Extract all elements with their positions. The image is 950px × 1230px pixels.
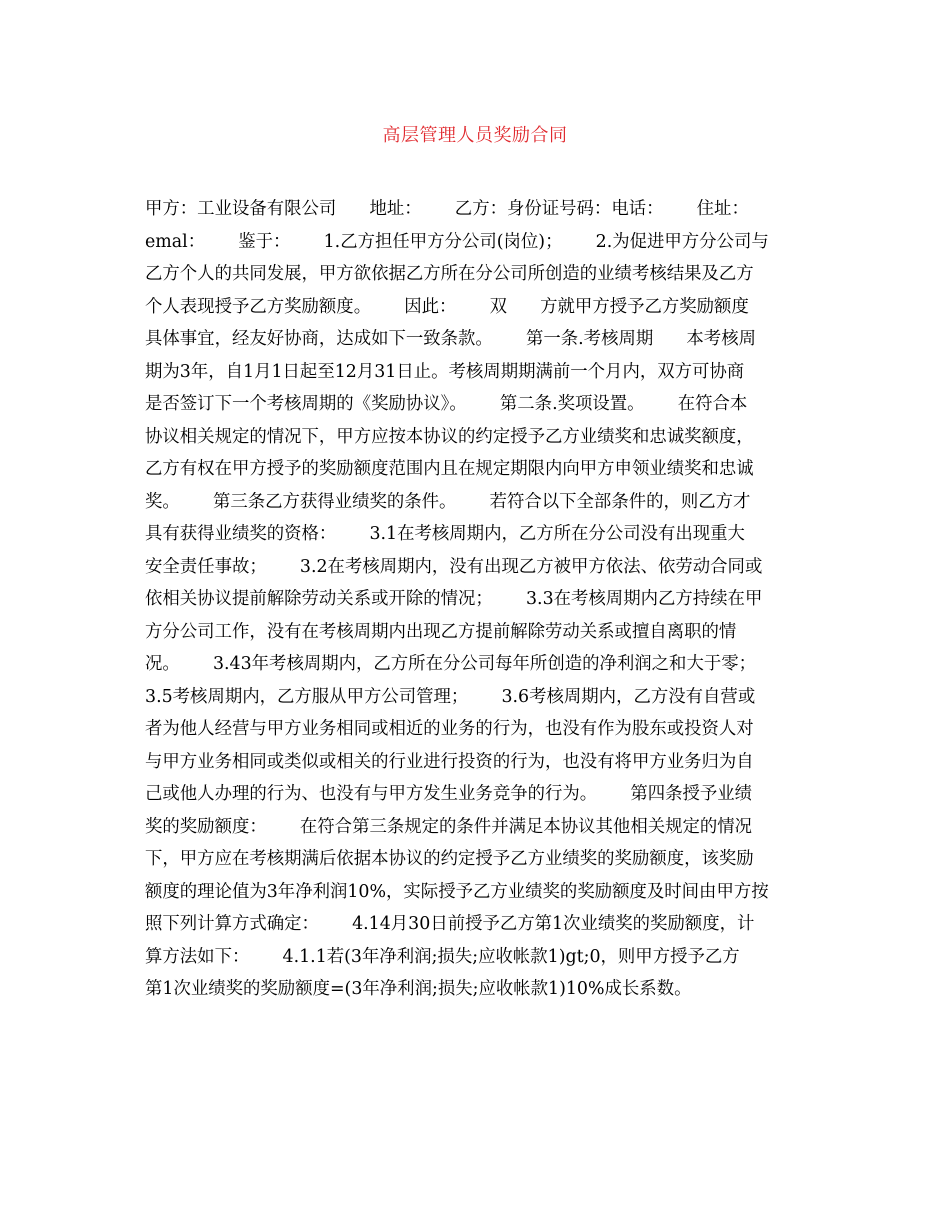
body-line: 方分公司工作，没有在考核周期内出现乙方提前解除劳动关系或擅自离职的情: [145, 621, 737, 642]
body-line: 具有获得业绩奖的资格： 3.1在考核周期内，乙方所在分公司没有出现重大: [145, 524, 745, 544]
body-line: 己或他人办理的行为、也没有与甲方发生业务竞争的行为。 第四条授予业绩: [145, 784, 753, 804]
body-line: 个人表现授予乙方奖励额度。 因此： 双 方就甲方授予乙方奖励额度: [145, 296, 749, 317]
body-line: 奖。 第三条乙方获得业绩奖的条件。 若符合以下全部条件的，则乙方才: [145, 491, 751, 512]
body-line: emal： 鉴于： 1.乙方担任甲方分公司(岗位)； 2.为促进甲方分公司与: [145, 231, 769, 252]
body-line: 者为他人经营与甲方业务相同或相近的业务的行为，也没有作为股东或投资人对: [145, 719, 754, 739]
body-line: 安全责任事故； 3.2在考核周期内，没有出现乙方被甲方依法、依劳动合同或: [145, 556, 763, 577]
body-line: 3.5考核周期内，乙方服从甲方公司管理； 3.6考核周期内，乙方没有自营或: [145, 686, 756, 707]
body-line: 具体事宜，经友好协商，达成如下一致条款。 第一条.考核周期 本考核周: [145, 329, 756, 349]
body-line: 奖的奖励额度： 在符合第三条规定的条件并满足本协议其他相关规定的情况: [145, 816, 753, 837]
body-line: 协议相关规定的情况下，甲方应按本协议的约定授予乙方业绩奖和忠诚奖额度，: [145, 426, 754, 447]
body-line: 照下列计算方式确定： 4.14月30日前授予乙方第1次业绩奖的奖励额度，计: [145, 914, 755, 934]
body-line: 乙方有权在甲方授予的奖励额度范围内且在规定期限内向甲方申领业绩奖和忠诚: [145, 459, 754, 479]
body-line: 与甲方业务相同或类似或相关的行业进行投资的行为，也没有将甲方业务归为自: [145, 751, 754, 772]
body-line: 下，甲方应在考核期满后依据本协议的约定授予乙方业绩奖的奖励额度，该奖励: [145, 849, 754, 869]
body-line: 额度的理论值为3年净利润10%，实际授予乙方业绩奖的奖励额度及时间由甲方按: [145, 881, 769, 902]
body-line: 依相关协议提前解除劳动关系或开除的情况； 3.3在考核周期内乙方持续在甲: [145, 589, 763, 609]
body-line: 算方法如下： 4.1.1若(3年净利润;损失;应收帐款1)gt;0，则甲方授予乙方: [145, 946, 740, 967]
body-line: 是否签订下一个考核周期的《奖励协议》。 第二条.奖项设置。 在符合本: [145, 394, 748, 414]
document-title: 高层管理人员奖励合同: [382, 125, 568, 146]
body-line: 第1次业绩奖的奖励额度=(3年净利润;损失;应收帐款1)10%成长系数。: [145, 979, 692, 999]
body-line: 甲方：工业设备有限公司 地址： 乙方：身份证号码：电话： 住址：: [145, 199, 749, 219]
document-body: [145, 193, 807, 1006]
body-line: 况。 3.43年考核周期内，乙方所在分公司每年所创造的净利润之和大于零；: [145, 654, 757, 674]
body-line: 乙方个人的共同发展，甲方欲依据乙方所在分公司所创造的业绩考核结果及乙方: [145, 264, 754, 284]
body-line: 期为3年，自1月1日起至12月31日止。考核周期期满前一个月内，双方可协商: [145, 361, 745, 382]
